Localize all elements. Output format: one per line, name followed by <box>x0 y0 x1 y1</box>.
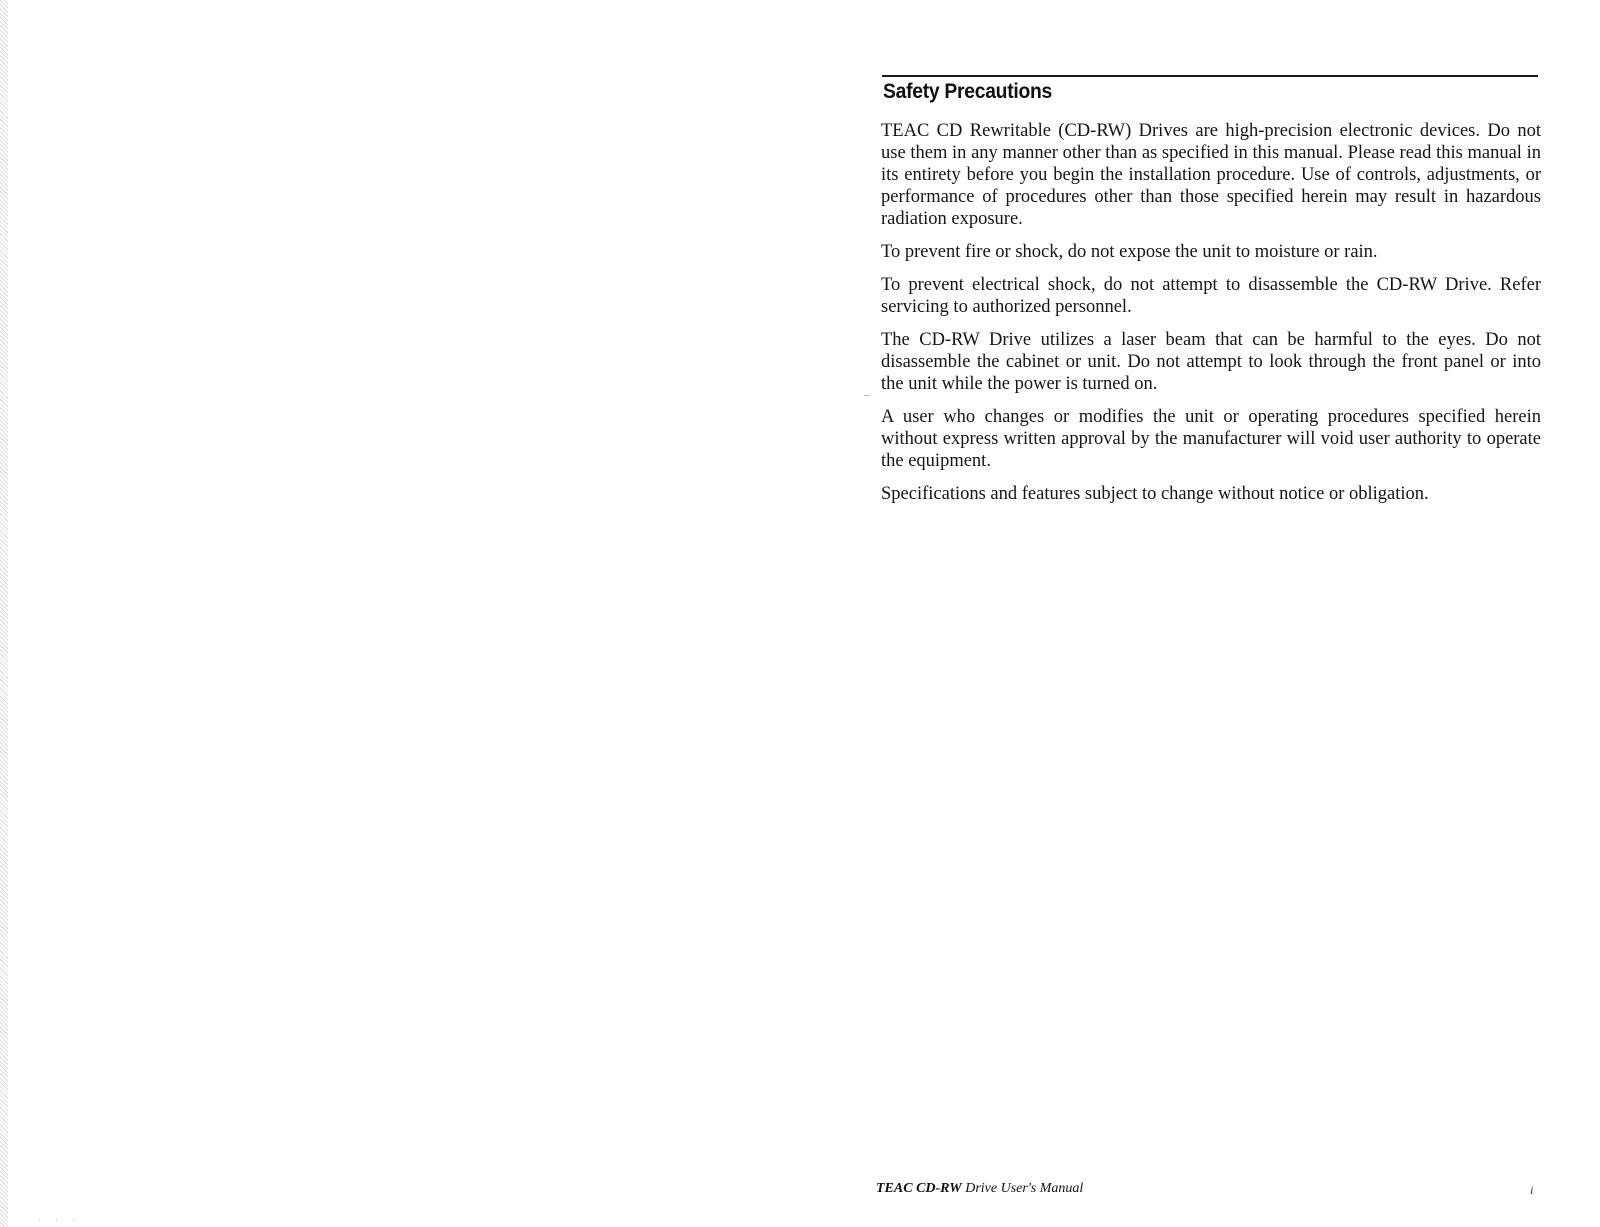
paragraph-laser-warning: The CD-RW Drive utilizes a laser beam that can be harmful to the eyes. Do not disassemble the cabinet or unit. Do not attempt to look through the front panel or into the unit while the power is turned on. <box>881 330 1541 394</box>
scan-specks: · · · <box>38 1216 81 1225</box>
footer-manual-title <box>876 1181 1083 1197</box>
section-heading: Safety Precautions <box>883 80 1052 103</box>
paragraph-modification: A user who changes or modifies the unit or operating procedures specified herein without express written approval by the manufacturer will void user authority to operate the equipment. <box>881 407 1541 471</box>
paragraph-electrical-shock: To prevent electrical shock, do not attempt to disassemble the CD-RW Drive. Refer servicing to authorized personnel. <box>881 275 1541 317</box>
footer-title-rest: Drive User's Manual <box>961 1181 1084 1196</box>
paragraph-fire-shock: To prevent fire or shock, do not expose the unit to moisture or rain. <box>881 242 1378 262</box>
section-rule <box>882 75 1538 77</box>
paragraph-intro: TEAC CD Rewritable (CD-RW) Drives are high-precision electronic devices. Do not use them in any manner other than as specified in this manual. Please read this manual in its entirety before you begin the installation procedure. Use of controls, adjustments, or performance of procedures other than those specified herein may result in hazardous radiation exposure. <box>881 121 1541 229</box>
body-text <box>881 120 1541 516</box>
paragraph-specifications: Specifications and features subject to change without notice or obligation. <box>881 484 1429 504</box>
page-number: i <box>1530 1183 1534 1197</box>
footer-title-bold: TEAC CD-RW <box>876 1181 962 1196</box>
margin-mark <box>864 395 870 396</box>
